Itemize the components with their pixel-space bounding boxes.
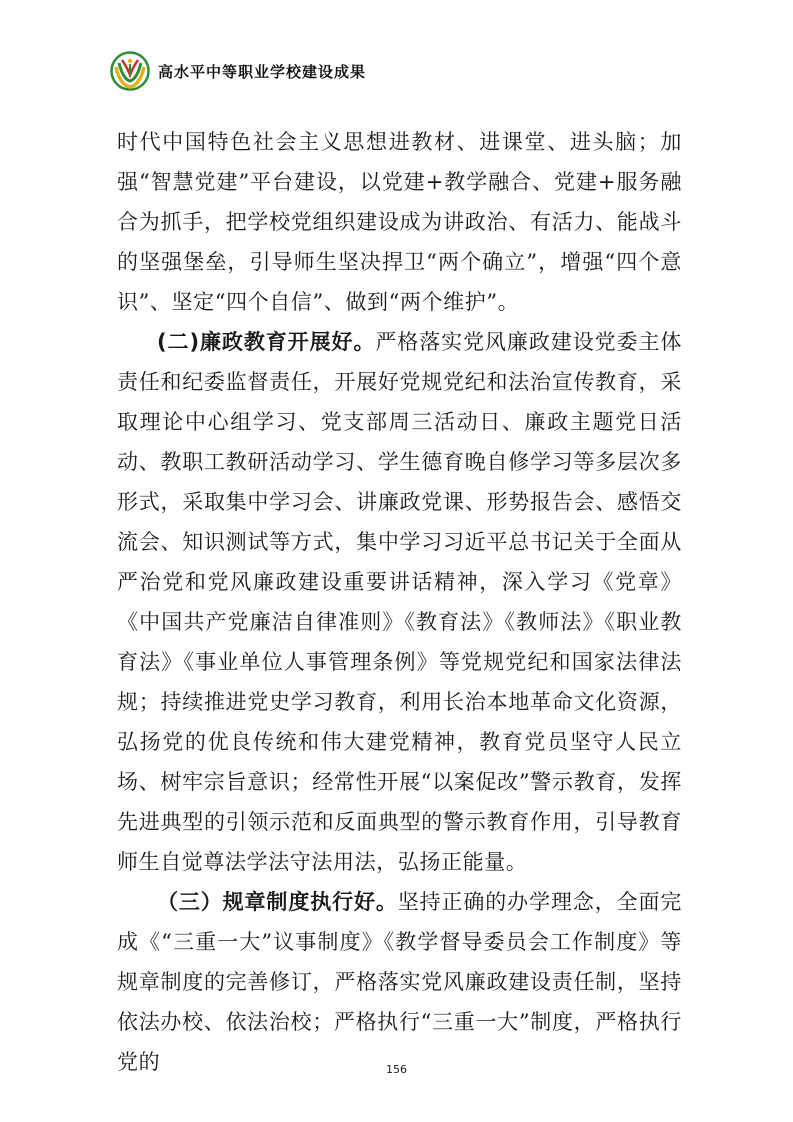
paragraph-continued bbox=[117, 122, 682, 322]
paragraph-text: 时代中国特色社会主义思想进教材、进课堂、进头脑；加强“智慧党建”平台建设，以党建+教学融合、党建+服务融合为抓手，把学校党组织建设成为讲政治、有活力、能战斗的坚强堡垒，引导师生坚决捍卫“两个确立”，增强“四个意识”、坚定“四个自信”、做到“两个维护”。 bbox=[117, 130, 682, 314]
paragraph-integrity-education bbox=[117, 322, 682, 882]
paragraph-regulations bbox=[117, 882, 682, 1082]
paragraph-text: 严格落实党风廉政建设党委主体责任和纪委监督责任，开展好党规党纪和法治宣传教育，采取理论中心组学习、党支部周三活动日、廉政主题党日活动、教职工教研活动学习、学生德育晚自修学习等多层次多形式，采取集中学习会、讲廉政党课、形势报告会、感悟交流会、知识测试等方式，集中学习习近平总书记关于全面从严治党和党风廉政建设重要讲话精神，深入学习《党章》《中国共产党廉洁自律准则》《教育法》《教师法》《职业教育法》《事业单位人事管理条例》等党规党纪和国家法律法规；持续推进党史学习教育，利用长治本地革命文化资源，弘扬党的优良传统和伟大建党精神，教育党员坚守人民立场、树牢宗旨意识；经常性开展“以案促改”警示教育，发挥先进典型的引领示范和反面典型的警示教育作用，引导教育师生自觉尊法学法守法用法，弘扬正能量。 bbox=[117, 330, 682, 874]
section-heading-integrity: (二)廉政教育开展好。 bbox=[157, 330, 376, 354]
page-number: 156 bbox=[386, 1063, 407, 1076]
section-heading-regulations: （三）规章制度执行好。 bbox=[157, 890, 398, 914]
page-header bbox=[110, 50, 366, 92]
document-body bbox=[117, 122, 682, 1082]
header-title: 高水平中等职业学校建设成果 bbox=[158, 62, 367, 81]
paragraph-text: 坚持正确的办学理念，全面完成《“三重一大”议事制度》《教学督导委员会工作制度》等规章制度的完善修订，严格落实党风廉政建设责任制，坚持依法办校、依法治校；严格执行“三重一大”制度，严格执行党的 bbox=[117, 890, 682, 1074]
school-logo-icon bbox=[110, 51, 150, 91]
